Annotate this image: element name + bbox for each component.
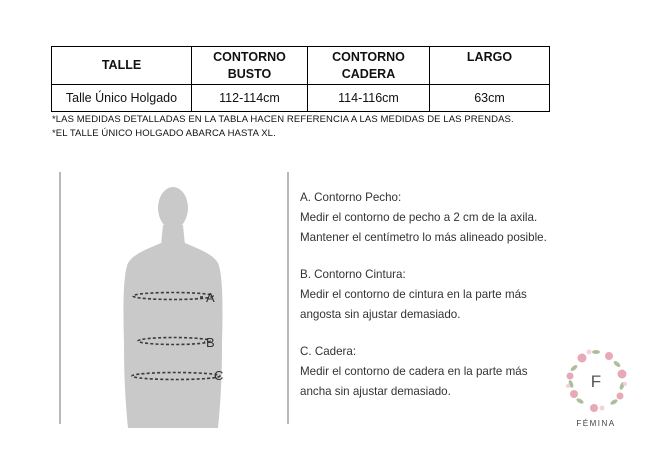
femina-logo [562, 346, 630, 428]
cell-cadera: 114-116cm [308, 85, 430, 112]
label-c: C [214, 368, 224, 383]
instruction-a [300, 188, 547, 248]
floral-wreath-icon [562, 346, 630, 414]
instruction-a-line: Mantener el centímetro lo más alineado posible. [300, 231, 547, 244]
left-divider [59, 172, 61, 424]
header-contorno-busto: CONTORNO BUSTO [192, 47, 308, 85]
instruction-b [300, 265, 527, 325]
instruction-b-line: Medir el contorno de cintura en la parte más [300, 288, 527, 301]
cell-largo: 63cm [430, 85, 550, 112]
body-silhouette-figure [100, 183, 240, 428]
header-talle: TALLE [52, 47, 192, 85]
logo-brand: FÉMINA [576, 419, 616, 428]
instruction-b-line: angosta sin ajustar demasiado. [300, 308, 461, 321]
note-measurements: *LAS MEDIDAS DETALLADAS EN LA TABLA HACEN REFERENCIA A LAS MEDIDAS DE LAS PRENDAS. [52, 114, 514, 125]
instruction-c-title: C. Cadera: [300, 345, 357, 358]
instruction-c-line: ancha sin ajustar demasiado. [300, 385, 451, 398]
note-size-range: *EL TALLE ÚNICO HOLGADO ABARCA HASTA XL. [52, 128, 276, 139]
cell-talle: Talle Único Holgado [52, 85, 192, 112]
instruction-a-line: Medir el contorno de pecho a 2 cm de la axila. [300, 211, 538, 224]
label-b: B [206, 335, 215, 350]
logo-letter: F [590, 372, 602, 391]
header-largo: LARGO [430, 47, 550, 85]
table-row [52, 85, 550, 112]
instruction-c [300, 342, 528, 402]
size-table [51, 46, 550, 112]
label-a: A [206, 290, 215, 305]
middle-divider [287, 172, 289, 424]
instruction-c-line: Medir el contorno de cadera en la parte más [300, 365, 528, 378]
instruction-a-title: A. Contorno Pecho: [300, 191, 402, 204]
cell-busto: 112-114cm [192, 85, 308, 112]
table-header-row [52, 47, 550, 85]
silhouette [123, 187, 222, 428]
header-contorno-cadera: CONTORNO CADERA [308, 47, 430, 85]
instruction-b-title: B. Contorno Cintura: [300, 268, 406, 281]
